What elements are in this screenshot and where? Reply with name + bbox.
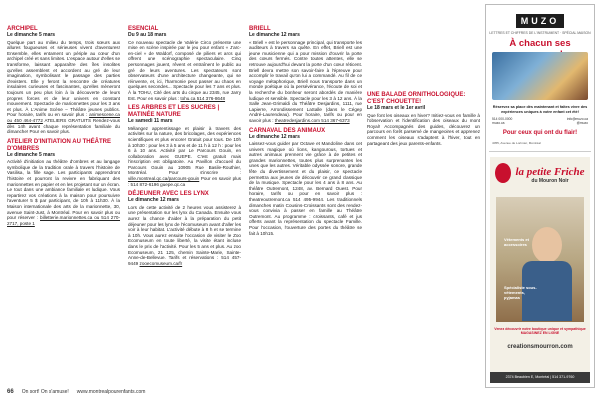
advertisement[interactable] [485, 4, 595, 388]
event-lynx [128, 191, 241, 266]
column-4 [367, 92, 480, 150]
event-link[interactable]: billetterie.marionnettes.ca ou 514 270-2717, poste 1 [7, 215, 121, 226]
event-body: Que font les oiseaux en hiver? Initiez-vous en famille à l'observation et l'identification des oiseaux du mont Royal! Accompagnés des guides, découvrez un parcours en forêt parsemé de mangeoires et apprenez comment les oiseaux s'adaptent à l'hiver, tout en partageant des jeux parents-enfants. [367, 112, 480, 146]
page-number: 66 [7, 389, 14, 395]
event-extra: ATELIERS GRATUITS Rendez-vous dès 14h avant chaque représentation familiale du dimanche! Pour en savoir plus. [7, 117, 120, 135]
petite-friche-ad [490, 157, 590, 383]
ad-divider [489, 151, 591, 152]
event-body: Laissez-vous guider par Octave et Mandoline dans cet univers magique où lions, kangourous, tortues et autres animaux prennent vie grâce à de petites et grandes marionnettes, toutes plus surprenantes les unes que les autres. Véritable odyssée sonore, grande fête du divertissement et du plaisir, ce spectacle permettra aux jeunes de découvrir ce grand classique de la musique. Spectacle pour les 4 ans à 8 ans. Au théâtre Outremont, 1248, av. Bernard Ouest. Pour horaire, tarifs ou pour en savoir plus : theatreoutremont.ca 514 495-9944. Les traditionnels dimanches matin Cousins-Croissants sont des rendez-vous convivia à passer en famille au Théâtre Outremont. Au programme : croissants, café et jus offerts avant la représentation du spectacle Famille. Pour l'occasion, l'ouverture des portes du théâtre se fait à 10h15. [249, 141, 362, 236]
event-date: Le samedi 11 mars [128, 118, 173, 125]
pf-side-text-1: Vêtements et accessoires [504, 237, 529, 247]
phone-contact[interactable]: 514 000-0000 [492, 117, 513, 121]
ad-tagline: Pour ceux qui ont du flair! [502, 130, 578, 136]
column-3 [249, 26, 362, 240]
social-contact[interactable]: @muzo [576, 121, 588, 126]
event-date: Le dimanche 12 mars [249, 32, 300, 38]
event-date: Du 9 au 18 mars [128, 32, 167, 38]
ad-body: Réservez sa place dès maintenant et faites vivre des expériences uniques à votre enfant cet été! [492, 105, 588, 114]
event-ombres [7, 139, 120, 227]
muzo-logo: MUZO [516, 14, 565, 28]
pf-side-text-2: Spécialiste sous-vêtements, pyjamas [504, 285, 537, 300]
pf-info: Venez découvrir notre boutique unique et sympathique MAGASINEZ EN LIGNE [494, 327, 586, 336]
column-2 [128, 26, 241, 270]
event-archipel [7, 26, 120, 135]
ad-contacts [492, 117, 588, 125]
event-arbres [128, 105, 241, 187]
event-title: ESENCIAL [128, 26, 159, 32]
event-carnaval [249, 128, 362, 237]
event-body: « Briell » est le personnage principal, qui transporte les auditeurs à travers sa quête. En effet, Briell est une jeune musicienne qui a pour mission d'ouvrir la porte des cœurs fermés. Contre toutes attentes, elle se retrouve aujourd'hui devant la porte d'un cœur réticent. Briell devra mettre son savoir-faire à l'épreuve pour accomplir le travail qu'on lui a commandé. Au fil de ce voyage métaphorique, Briell nous transporte dans un monde poétique où la persévérance, l'écoute de soi et la recherche du bonheur seront abordés de manière ludique et sensible. Spectacle pour les 3 à 12 ans. À la Salle Jean-Grimaldi du Théâtre Desjardins, 1111, rue Lapierre, Arrondissement LaSalle (dans le Cégep André-Laurendeau). Pour horaire, tarifs ou pour en savoir plus : theatredesjardins.com 514 367-6373 [249, 39, 362, 123]
event-body: Lors de cette activité de 2 heures vous assisterez à une présentation sur les lynx du Canada. Ensuite vous aurez la chance d'aider à la préparation du petit déjeuner pour les lynx de l'écomuseum avant d'aller les voir à leur habitat. L'activité débute à 8 h et se termine à 10h. Vous aurez ensuite l'occasion de visiter le Zoo Ecomuseum en toute liberté, la visite étant incluse dans le prix de l'activité. Pour les 5 ans et plus. Au zoo Ecomuseum, 21 125, chemin Sainte-Marie, Sainte-Anne-de-Bellevue. Tarifs et réservations : 514 457-9449 zooecomuseum.ca/fr [128, 204, 241, 266]
bird-logo-icon [495, 163, 511, 183]
email-contact[interactable]: info@muzo.ca [566, 117, 588, 121]
event-link[interactable]: animescene.ca ou 450 464-4772 [7, 112, 120, 123]
page-footer [7, 389, 477, 395]
event-title: ATELIER D'INITIATION AU THÉÂTRE D'OMBRES [7, 138, 111, 152]
event-briell [249, 26, 362, 124]
ad-headline: À chacun ses [509, 38, 571, 49]
event-esencial [128, 26, 241, 101]
event-link[interactable]: theatredesjardins.com 514 367-6373 [274, 117, 350, 123]
muzo-subtitle: LETTRES ET CHIFFRES DE L'INSTRUMENT · SPÉCIAL MAISON [489, 31, 591, 35]
event-date: Le dimanche 5 mars [7, 32, 56, 38]
pf-url[interactable]: creationsmourron.com [507, 344, 573, 350]
event-title: CARNAVAL DES ANIMAUX [249, 127, 326, 134]
ad-address: 4055, Avenue de Lorimier, Montréal [492, 141, 541, 145]
event-body: Activité d'initiation au théâtre d'ombres et au langage symbolique de la tradition orale à travers l'histoire de Vasilisa, la fille sage. Les participants apprendront l'histoire et pourront la revivre en fabriquant des marionnettes en papier et en les projetant sur un écran. Le tout dans une ambiance familiale et ludique. Vous repartirez vos créations à la maison pour poursuivre l'aventure! 5 $ par participant, de 10h à 11h30. À la Maison internationale des arts de la marionnette, 30, avenue Saint-Just, à Montréal. Pour en savoir plus ou pour réserver : billetterie.marionnettes.ca ou 514 270-2717, poste 1 [7, 159, 121, 226]
event-date: Le dimanche 12 mars [249, 133, 300, 140]
event-link[interactable]: zooecomuseum.ca/fr [139, 260, 183, 266]
site-url[interactable]: www.montrealpourenfants.com [76, 389, 146, 395]
magazine-name: On sort! On s'amuse! [21, 389, 69, 395]
event-title: LES ARBRES ET LES SUCRES | MATINÉE NATURE [128, 105, 220, 119]
event-date: Le 18 mars et le 1er avril [367, 105, 426, 111]
column-1 [7, 26, 120, 230]
event-extra: Pour en savoir plus : 514 872-6196 guepe.qc.ca [128, 176, 241, 187]
child-photo [496, 197, 584, 322]
event-date: Le dimanche 12 mars [128, 197, 179, 204]
event-body: Ce nouveau spectacle de Valérie Circo présente une mise en scène inspirée par le jeu pour enfant « J'arc-en-ciel » de Waldorf, composé de piliers et arcs qui offrent une scénographie spectaculaire. Cinq personnages jouent, rêvent et entraînent le public au gré de leurs aventures. Les spectateurs sont observateurs d'une architecture changeante, qui se réinvente, et, ici, l'harmonie peut passer au chaos en quelques secondes... Spectacle pour les 7 ans et plus. À la TOHU, Cité des arts du cirque au 2345, rue Jarry Est. Pour en savoir plus : tohu.ca 514 376-8648 [128, 39, 241, 101]
event-date: Le dimanche 5 mars [7, 151, 56, 158]
event-balade [367, 92, 480, 146]
children-photo [492, 52, 588, 100]
web-contact[interactable]: muzo.ca [492, 121, 505, 126]
event-title: DÉJEUNER AVEC LES LYNX [128, 191, 209, 198]
event-body: Mélangez apprentissage et plaisir à travers des activités sur la nature, des bricolages, des expériences scientifiques et plus encore! Gratuit pour tous. De 10h à 10h30 : pour les 3 à 5 ans et de 11 h à 12 h : pour les 6 à 10 ans. Activité par Le Parcours Gouin, en collaboration avec GUEPE. C'est gratuit mais l'inscription est obligatoire. Au Pavillon d'accueil du Parcours Gouin au 10905 Rue Basile-Routhier, Montréal. Pour s'inscrire : ville.montreal.qc.ca/parcours-gouin Pour en savoir plus : 514 872-6196 guepe.qc.ca [128, 125, 241, 187]
event-link[interactable]: ville.montreal.qc.ca/parcours-gouin [128, 176, 200, 182]
pf-address-bar: 2374 Beaubien E, Montréal | 514 371-9760 [490, 372, 590, 383]
event-body: Quelque part au milieu du temps, trois sœurs aux allures fougueuses et sérieuses vivent d'aventures! Ensemble, elles entament un périple au cœur d'un archipel créé et sans limites. L'espace autour d'elles se transforme, laissant apparaître des îles insolites qu'elles assemblent et accordent au gré de leur imagination, symbolisant le passage des parties d'existers. Elle y feront la rencontre de créatures insulaires curieuses et fascinantes, qu'elles mèneront toujours un peu plus loin à la découverte de leurs propres forces et de leur univers en constant mouvement. Spectacle de marionnettes pour les 3 ans et plus. À L'Anime Scène – Théâtre jeunes publics. Pour horaire, tarifs ou en savoir plus : animescene.ca ou 450 464-4772 ATELIERS GRATUITS Rendez-vous dès 14h avant chaque représentation familiale du dimanche! Pour en savoir plus. [7, 39, 120, 135]
event-title: UNE BALADE ORNITHOLOGIQUE: C'EST CHOUETTE! [367, 92, 466, 105]
event-title: BRIELL [249, 26, 271, 32]
muzo-header [486, 11, 594, 35]
petite-friche-logo: la petite Friche du Mouron Noir [515, 166, 585, 184]
event-link[interactable]: tohu.ca 514 376-8648 [180, 95, 226, 101]
event-title: ARCHIPEL [7, 26, 38, 32]
